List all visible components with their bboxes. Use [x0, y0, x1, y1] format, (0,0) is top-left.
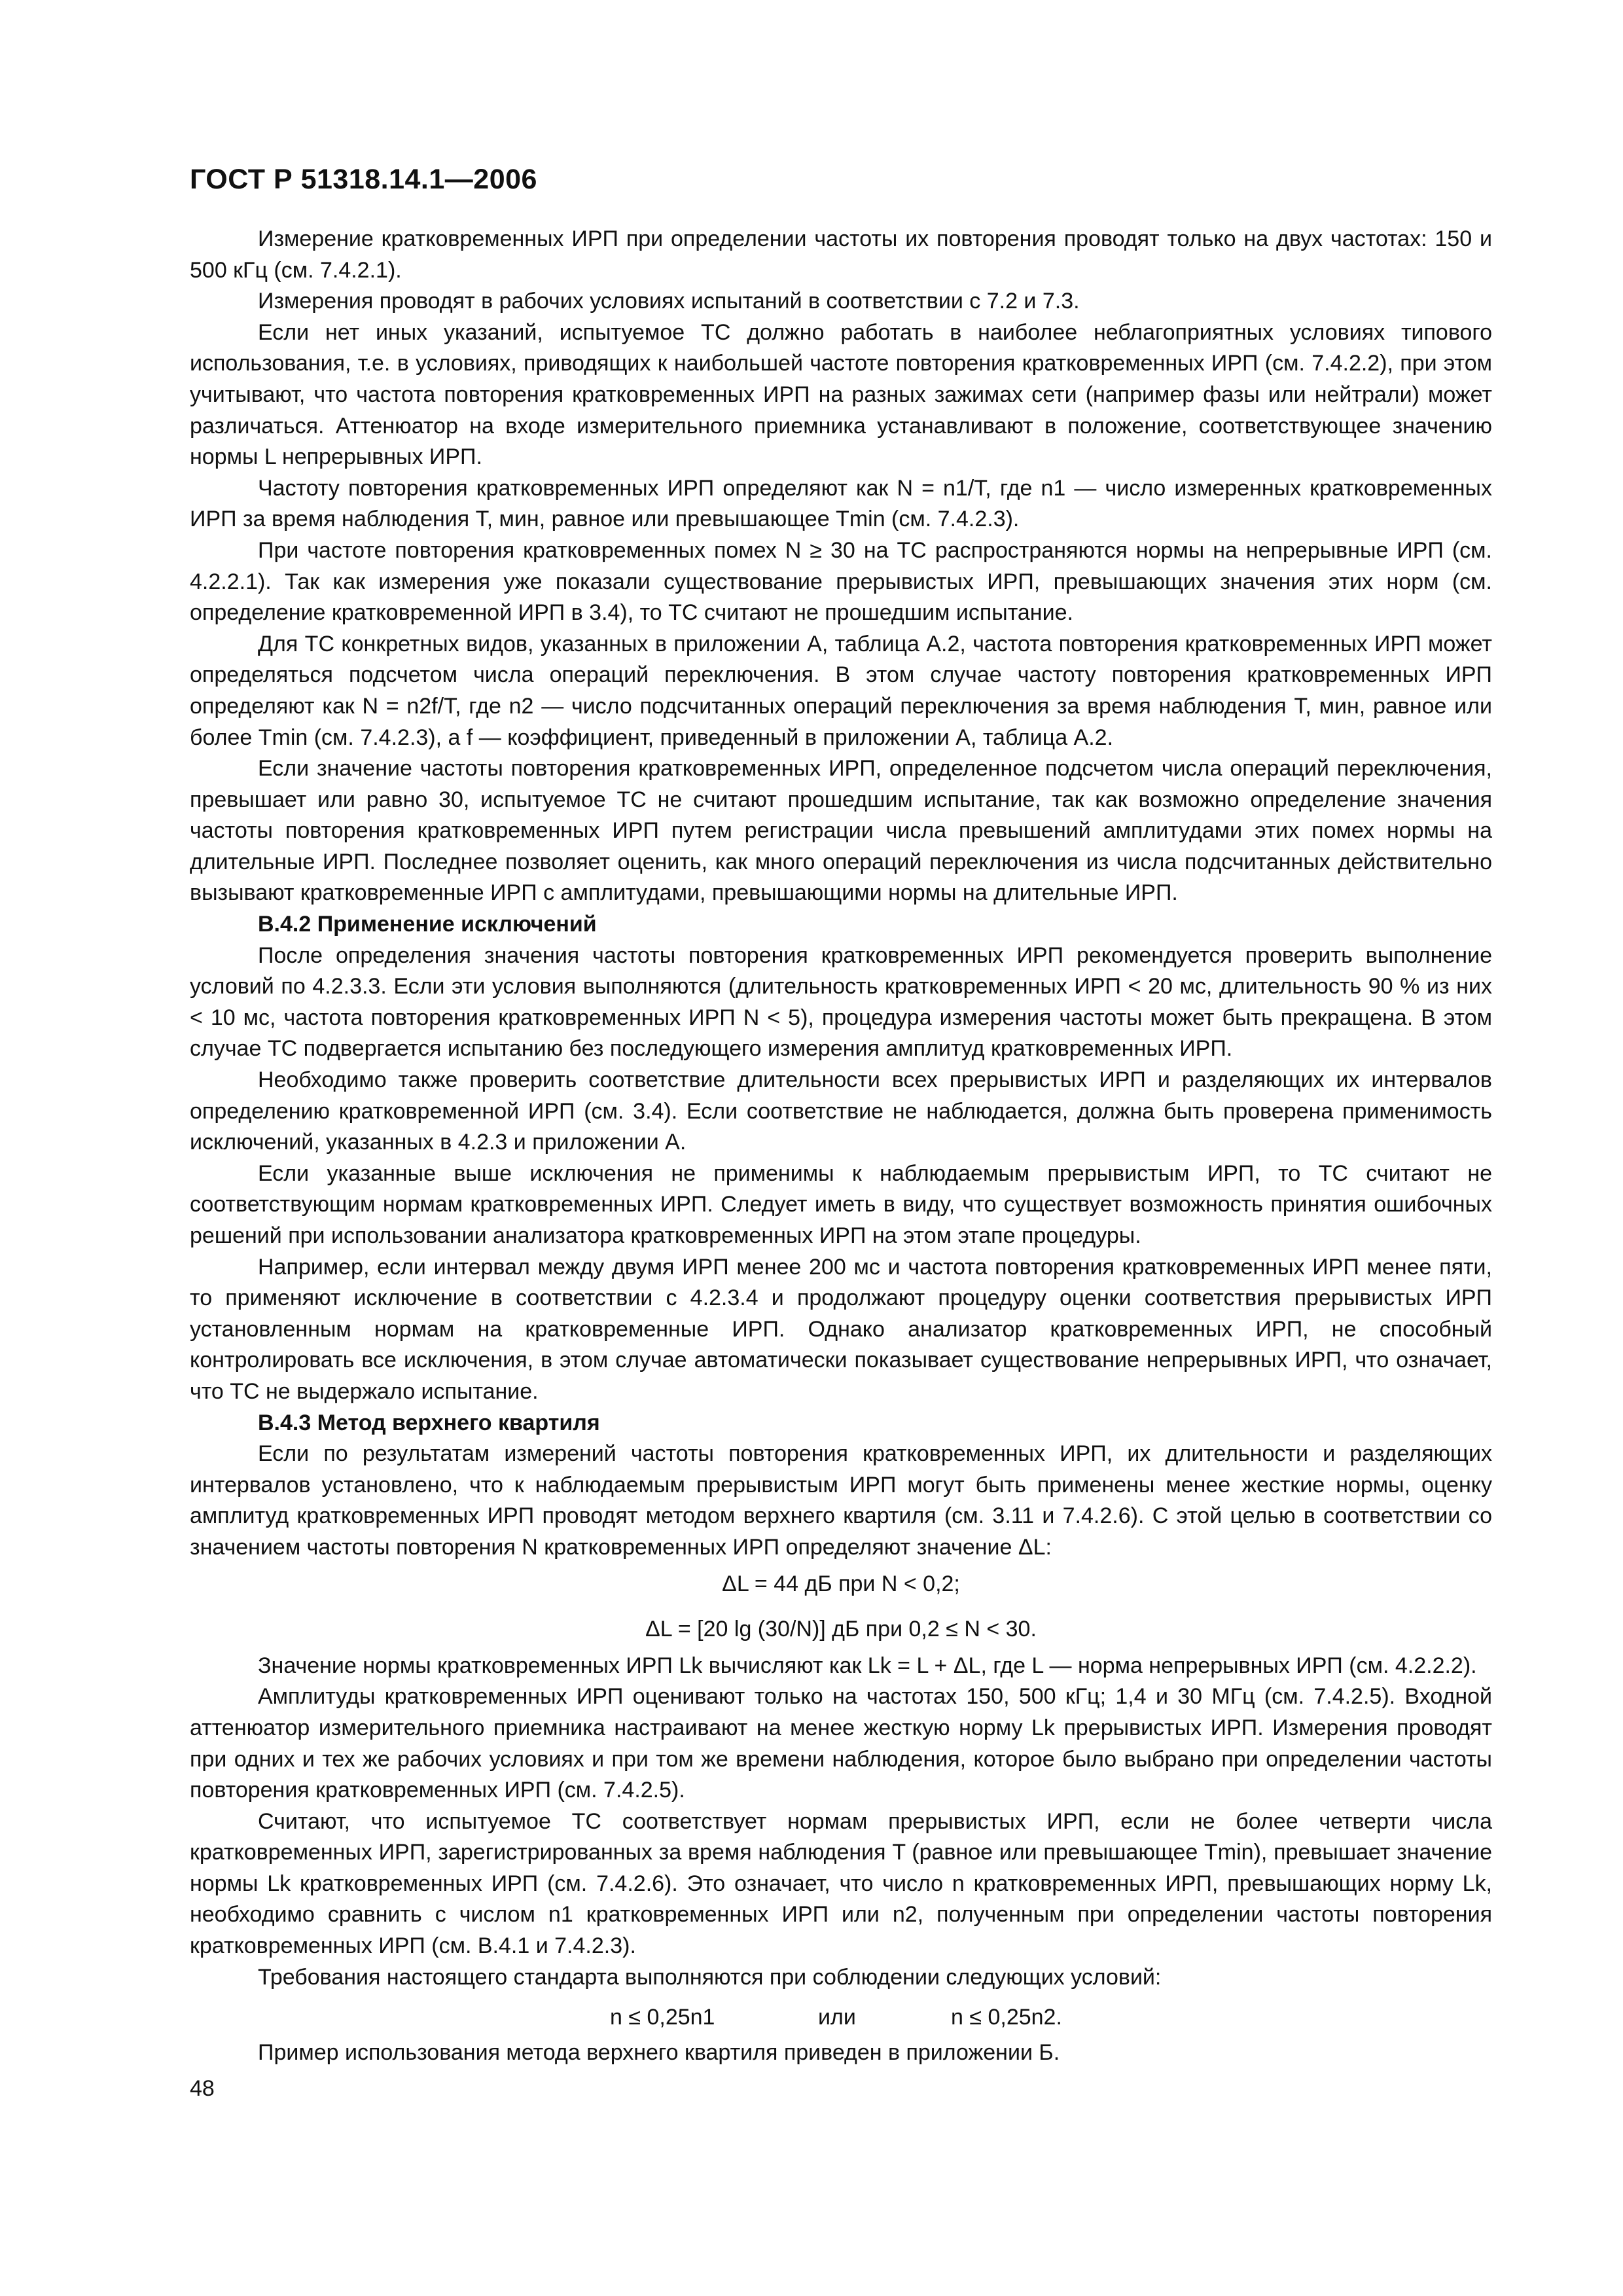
- paragraph: Требования настоящего стандарта выполняются при соблюдении следующих условий:: [258, 1964, 1162, 1990]
- paragraph: После определения значения частоты повторения кратковременных ИРП рекомендуется проверить выполнение условий по 4.2.3.3. Если эти условия выполняются (длительность кратковременных ИРП < 20 мс, длительность 90 % из них < 10 мс, частота повторения кратковременных ИРП N < 5), процедура измерения частоты может быть прекращена. В этом случае ТС подвергается испытанию без последующего измерения амплитуд кратковременных ИРП.: [190, 942, 1492, 1062]
- paragraph: Измерение кратковременных ИРП при определении частоты их повторения проводят только на двух частотах: 150 и 500 кГц (см. 7.4.2.1).: [190, 226, 1492, 283]
- paragraph: Пример использования метода верхнего квартиля приведен в приложении Б.: [258, 2040, 1060, 2066]
- condition-formulas: [190, 1997, 1492, 2037]
- paragraph: Если значение частоты повторения кратковременных ИРП, определенное подсчетом числа операций переключения, превышает или равно 30, испытуемое ТС не считают прошедшим испытание, так как возможно определение значения частоты повторения кратковременных ИРП путем регистрации числа превышений амплитудами этих помех нормы на длительные ИРП. Последнее позволяет оценить, как много операций переключения из числа подсчитанных действительно вызывают кратковременные ИРП с амплитудами, превышающими нормы на длительные ИРП.: [190, 756, 1492, 906]
- page-number: 48: [190, 2076, 215, 2101]
- document-header: ГОСТ Р 51318.14.1—2006: [190, 164, 537, 195]
- paragraph: Амплитуды кратковременных ИРП оценивают только на частотах 150, 500 кГц; 1,4 и 30 МГц (см. 7.4.2.5). Входной аттенюатор измерительного приемника настраивают на менее жесткую норму Lk прерывистых ИРП. Измерения проводят при одних и тех же рабочих условиях и при том же времени наблюдения, которое было выбрано при определении частоты повторения кратковременных ИРП (см. 7.4.2.5).: [190, 1684, 1492, 1803]
- document-body: [190, 224, 1492, 2069]
- condition-formula: n ≤ 0,25n2.: [951, 2005, 1062, 2030]
- paragraph: Измерения проводят в рабочих условиях испытаний в соответствии с 7.2 и 7.3.: [258, 289, 1080, 314]
- condition-or: или: [818, 2005, 856, 2030]
- condition-formula: n ≤ 0,25n1: [610, 2005, 715, 2030]
- paragraph: Частоту повторения кратковременных ИРП определяют как N = n1/T, где n1 — число измеренных кратковременных ИРП за время наблюдения T, мин, равное или превышающее Tmin (см. 7.4.2.3).: [190, 475, 1492, 532]
- section-heading: В.4.3 Метод верхнего квартиля: [258, 1410, 600, 1435]
- paragraph: Если по результатам измерений частоты повторения кратковременных ИРП, их длительности и разделяющих интервалов установлено, что к наблюдаемым прерывистым ИРП могут быть применены менее жесткие нормы, оценку амплитуд кратковременных ИРП проводят методом верхнего квартиля (см. 3.11 и 7.4.2.6). С этой целью в соответствии со значением частоты повторения N кратковременных ИРП определяют значение ΔL:: [190, 1441, 1492, 1560]
- paragraph: Значение нормы кратковременных ИРП Lk вычисляют как Lk = L + ΔL, где L — норма непрерывных ИРП (см. 4.2.2.2).: [258, 1653, 1477, 1678]
- paragraph: Если нет иных указаний, испытуемое ТС должно работать в наиболее неблагоприятных условиях типового использования, т.е. в условиях, приводящих к наибольшей частоте повторения кратковременных ИРП (см. 7.4.2.2), при этом учитывают, что частота повторения кратковременных ИРП на разных зажимах сети (например фазы или нейтрали) может различаться. Аттенюатор на входе измерительного приемника устанавливают в положение, соответствующее значению нормы L непрерывных ИРП.: [190, 319, 1492, 470]
- section-heading: В.4.2 Применение исключений: [258, 912, 597, 937]
- paragraph: Для ТС конкретных видов, указанных в приложении А, таблица А.2, частота повторения кратковременных ИРП может определяться подсчетом числа операций переключения. В этом случае частоту повторения кратковременных ИРП определяют как N = n2f/T, где n2 — число подсчитанных операций переключения за время наблюдения T, мин, равное или более Tmin (см. 7.4.2.3), а f — коэффициент, приведенный в приложении А, таблица А.2.: [190, 631, 1492, 750]
- formula: ΔL = 44 дБ при N < 0,2;: [722, 1571, 960, 1596]
- paragraph: При частоте повторения кратковременных помех N ≥ 30 на ТС распространяются нормы на непрерывные ИРП (см. 4.2.2.1). Так как измерения уже показали существование прерывистых ИРП, превышающих значения этих норм (см. определение кратковременной ИРП в 3.4), то ТС считают не прошедшим испытание.: [190, 537, 1492, 626]
- paragraph: Если указанные выше исключения не применимы к наблюдаемым прерывистым ИРП, то ТС считают не соответствующим нормам кратковременных ИРП. Следует иметь в виду, что существует возможность принятия ошибочных решений при использовании анализатора кратковременных ИРП на этом этапе процедуры.: [190, 1160, 1492, 1248]
- paragraph: Например, если интервал между двумя ИРП менее 200 мс и частота повторения кратковременных ИРП менее пяти, то применяют исключение в соответствии с 4.2.3.4 и продолжают процедуру оценки соответствия прерывистых ИРП установленным нормам на кратковременные ИРП. Однако анализатор кратковременных ИРП, не способный контролировать все исключения, в этом случае автоматически показывает существование непрерывных ИРП, что означает, что ТС не выдержало испытание.: [190, 1254, 1492, 1404]
- paragraph: Необходимо также проверить соответствие длительности всех прерывистых ИРП и разделяющих их интервалов определению кратковременной ИРП (см. 3.4). Если соответствие не наблюдается, должна быть проверена применимость исключений, указанных в 4.2.3 и приложении А.: [190, 1067, 1492, 1155]
- paragraph: Считают, что испытуемое ТС соответствует нормам прерывистых ИРП, если не более четверти числа кратковременных ИРП, зарегистрированных за время наблюдения T (равное или превышающее Tmin), превышает значение нормы Lk кратковременных ИРП (см. 7.4.2.6). Это означает, что число n кратковременных ИРП, превышающих норму Lk, необходимо сравнить с числом n1 кратковременных ИРП или n2, полученным при определении частоты повторения кратковременных ИРП (см. В.4.1 и 7.4.2.3).: [190, 1808, 1492, 1959]
- formula: ΔL = [20 lg (30/N)] дБ при 0,2 ≤ N < 30.: [645, 1617, 1037, 1642]
